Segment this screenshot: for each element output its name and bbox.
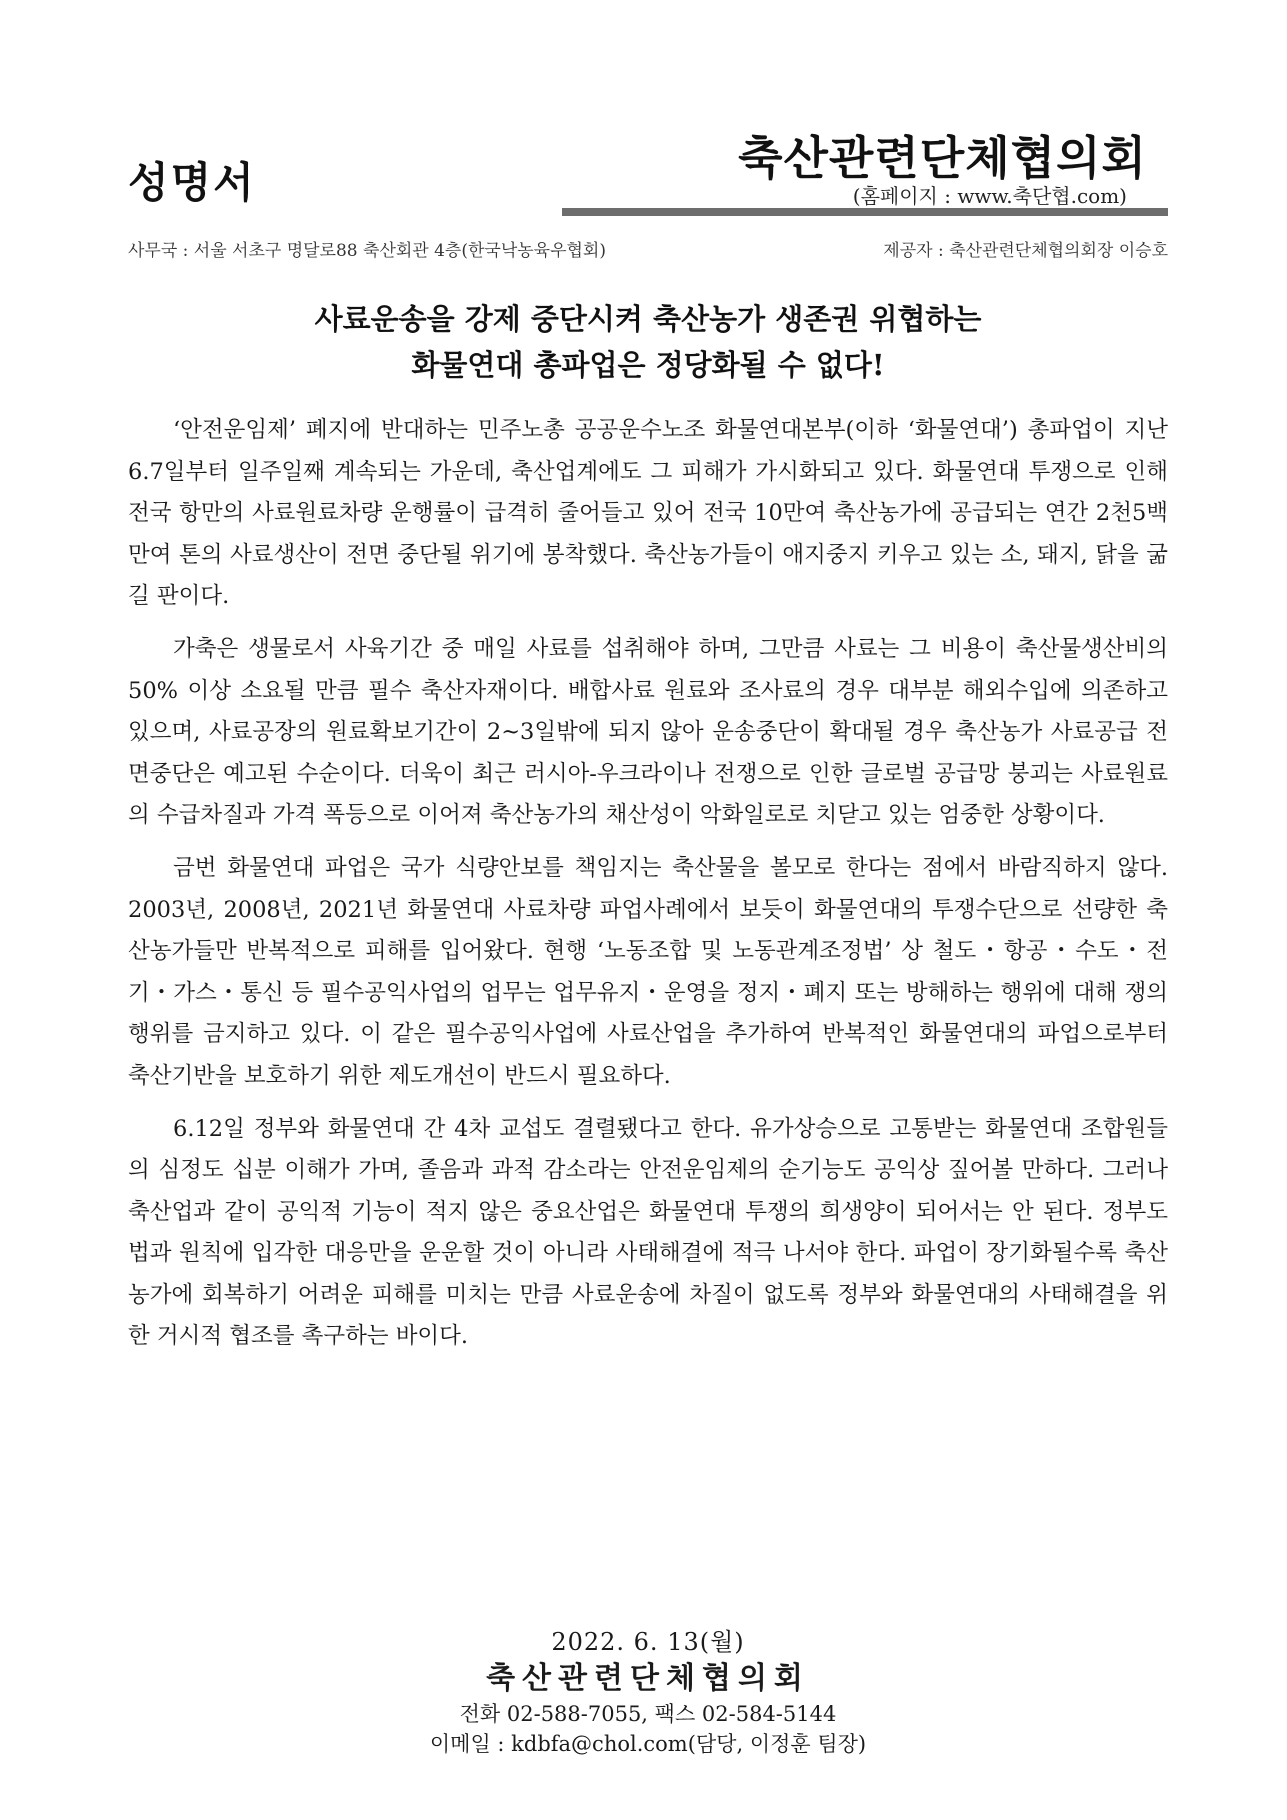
phone-fax: 전화 02-588-7055, 팩스 02-584-5144 xyxy=(459,1702,837,1726)
signature-organization: 축산관련단체협의회 xyxy=(486,1661,810,1696)
contact-email: 이메일 : kdbfa@chol.com(담당, 이정훈 팀장) xyxy=(429,1732,867,1756)
headline xyxy=(128,296,1168,388)
office-address: 사무국 : 서울 서초구 명달로88 축산회관 4층(한국낙농육우협회) xyxy=(128,241,606,261)
paragraph-1: ‘안전운임제’ 폐지에 반대하는 민주노총 공공운수노조 화물연대본부(이하 ‘화물연대’) 총파업이 지난 6.7일부터 일주일째 계속되는 가운데, 축산업계에도 그 피해가 가시화되고 있다. 화물연대 투쟁으로 인해 전국 항만의 사료원료차량 운행률이 급격히 줄어들고 있어 전국 10만여 축산농가에 공급되는 연간 2천5백만여 톤의 사료생산이 전면 중단될 위기에 봉착했다. 축산농가들이 애지중지 키우고 있는 소, 돼지, 닭을 굶길 판이다. xyxy=(128,417,1168,610)
organization-title: 축산관련단체협의회 xyxy=(738,131,1147,185)
headline-line-2: 화물연대 총파업은 정당화될 수 없다! xyxy=(411,348,885,382)
signature-block xyxy=(128,1625,1168,1759)
statement-date: 2022. 6. 13(월) xyxy=(551,1628,745,1656)
document-type-label: 성명서 xyxy=(128,158,256,207)
homepage-text: (홈페이지 : www.축단협.com) xyxy=(852,184,1127,208)
office-info-line xyxy=(128,236,1168,261)
headline-line-1: 사료운송을 강제 중단시켜 축산농가 생존권 위협하는 xyxy=(314,302,982,336)
paragraph-3: 금번 화물연대 파업은 국가 식량안보를 책임지는 축산물을 볼모로 한다는 점에서 바람직하지 않다. 2003년, 2008년, 2021년 화물연대 사료차량 파업사례에서 보듯이 화물연대의 투쟁수단으로 선량한 축산농가들만 반복적으로 피해를 입어왔다. 현행 ‘노동조합 및 노동관계조정법’ 상 철도・항공・수도・전기・가스・통신 등 필수공익사업의 업무는 업무유지・운영을 정지・폐지 또는 방해하는 행위에 대해 쟁의행위를 금지하고 있다. 이 같은 필수공익사업에 사료산업을 추가하여 반복적인 화물연대의 파업으로부터 축산기반을 보호하기 위한 제도개선이 반드시 필요하다. xyxy=(128,854,1168,1089)
provider-info: 제공자 : 축산관련단체협의회장 이승호 xyxy=(883,241,1168,261)
paragraph-2: 가축은 생물로서 사육기간 중 매일 사료를 섭취해야 하며, 그만큼 사료는 그 비용이 축산물생산비의 50% 이상 소요될 만큼 필수 축산자재이다. 배합사료 원료와 조사료의 경우 대부분 해외수입에 의존하고 있으며, 사료공장의 원료확보기간이 2~3일밖에 되지 않아 운송중단이 확대될 경우 축산농가 사료공급 전면중단은 예고된 수순이다. 더욱이 최근 러시아-우크라이나 전쟁으로 인한 글로벌 공급망 붕괴는 사료원료의 수급차질과 가격 폭등으로 이어져 축산농가의 채산성이 악화일로로 치닫고 있는 엄중한 상황이다. xyxy=(128,635,1168,829)
statement-body xyxy=(128,410,1168,1369)
header-rule xyxy=(562,208,1168,216)
paragraph-4: 6.12일 정부와 화물연대 간 4차 교섭도 결렬됐다고 한다. 유가상승으로 고통받는 화물연대 조합원들의 심정도 십분 이해가 가며, 졸음과 과적 감소라는 안전운임제의 순기능도 공익상 짚어볼 만하다. 그러나 축산업과 같이 공익적 기능이 적지 않은 중요산업은 화물연대 투쟁의 희생양이 되어서는 안 된다. 정부도 법과 원칙에 입각한 대응만을 운운할 것이 아니라 사태해결에 적극 나서야 한다. 파업이 장기화될수록 축산농가에 회복하기 어려운 피해를 미치는 만큼 사료운송에 차질이 없도록 정부와 화물연대의 사태해결을 위한 거시적 협조를 촉구하는 바이다. xyxy=(128,1115,1168,1350)
